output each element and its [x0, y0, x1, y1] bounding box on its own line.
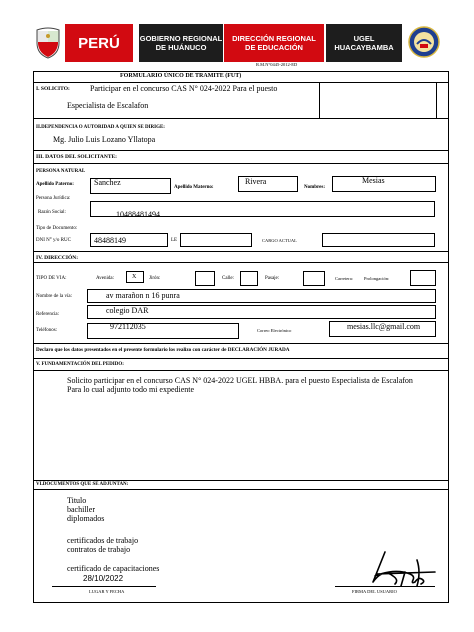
divider — [33, 489, 449, 490]
divider — [33, 358, 449, 359]
documento-item: bachiller — [67, 505, 95, 514]
cargo-actual-label: CARGO ACTUAL — [262, 238, 297, 243]
direccion-label: IV. DIRECCIÓN: — [36, 255, 79, 261]
tipo-documento-label: Tipo de Documento: — [36, 226, 78, 231]
avenida-label: Avenida: — [96, 276, 114, 281]
fundamentacion-line2[interactable]: Para lo cual adjunto todo mi expediente — [67, 385, 195, 394]
divider — [33, 343, 449, 344]
pasaje-label: Pasaje: — [265, 276, 280, 281]
fundamentacion-line1[interactable]: Solicito participar en el concurso CAS N° 024-2022 UGEL HBBA. para el puesto Especialista de Escalafon — [67, 376, 413, 385]
dependencia-value[interactable]: Mg. Julio Luis Lozano Yllatopa — [53, 135, 156, 144]
razon-social-value: 10488481494 — [116, 210, 160, 219]
dni-value: 48488149 — [94, 236, 126, 245]
peru-label: PERÚ — [65, 24, 133, 62]
documento-item — [67, 524, 159, 535]
correo-value: mesias.llc@gmail.com — [347, 322, 421, 331]
fecha-value[interactable]: 28/10/2022 — [83, 574, 124, 583]
nombres-label: Nombres: — [304, 185, 326, 190]
divider — [33, 251, 449, 252]
declaracion-jurada-text: Declaro que los datos presentados en el presente formulario los realizo con carácter de DECLARACIÓN JURADA — [36, 347, 290, 353]
nombre-via-label: Nombre de la vía: — [36, 294, 72, 299]
correo-label: Correo Electrónico — [257, 328, 292, 333]
divider — [33, 480, 449, 481]
apellido-paterno-label: Apellido Paterno: — [36, 182, 74, 187]
tipo-via-label: TIPO DE VIA: — [36, 276, 67, 281]
apellido-materno-value: Rivera — [245, 177, 267, 186]
le-field[interactable] — [180, 233, 252, 247]
razon-social-label: Razón Social: — [38, 210, 66, 215]
direccion-regional-label: DIRECCIÓN REGIONAL DE EDUCACIÓN — [224, 24, 324, 62]
divider — [319, 82, 320, 118]
lugar-fecha-label: LUGAR Y FECHA — [89, 589, 125, 594]
documentos-label: VI.DOCUMENTOS QUE SE ADJUNTAN: — [36, 482, 129, 487]
calle-checkbox[interactable] — [240, 271, 258, 286]
divider — [33, 370, 449, 371]
form-title: FORMULARIO ÚNICO DE TRAMITE (FUT) — [120, 73, 242, 79]
apellido-materno-label: Apellido Materno: — [174, 185, 214, 190]
calle-label: Calle: — [222, 276, 234, 281]
divider — [33, 262, 449, 263]
ugel-seal-icon — [408, 26, 440, 58]
dni-label: DNI N° y/o RUC — [36, 238, 71, 243]
dependencia-label: II.DEPENDENCIA O AUTORIDAD A QUIEN SE DIRIGE: — [36, 125, 165, 130]
divider — [33, 118, 449, 119]
divider — [33, 82, 449, 83]
firma-label: FIRMA DEL USUARIO — [352, 589, 397, 594]
divider — [436, 82, 437, 118]
peru-coat-of-arms-icon — [33, 27, 63, 59]
referencia-label: Referencia: — [36, 312, 60, 317]
gobierno-regional-label: GOBIERNO REGIONAL DE HUÁNUCO — [139, 24, 223, 62]
apellido-paterno-value: Sanchez — [94, 178, 121, 187]
referencia-value: colegio DAR — [106, 306, 149, 315]
prolongacion-label: Prolongación: — [364, 276, 390, 281]
cargo-actual-field[interactable] — [322, 233, 435, 247]
documento-item: Titulo — [67, 496, 87, 505]
fecha-line — [52, 586, 156, 587]
fundamentacion-label: V. FUNDAMENTACIÓN DEL PEDIDO: — [36, 362, 124, 367]
carretera-label: Carretera: — [335, 276, 353, 281]
pasaje-checkbox[interactable] — [303, 271, 325, 286]
prolongacion-checkbox[interactable] — [410, 270, 436, 286]
avenida-check-mark: X — [132, 274, 137, 280]
jiron-checkbox[interactable] — [195, 271, 215, 286]
jiron-label: Jirón: — [149, 276, 161, 281]
persona-juridica-label: Persona Jurídica: — [36, 196, 71, 201]
solicito-value-line1[interactable]: Participar en el concurso CAS N° 024-2022 Para el puesto — [90, 84, 278, 93]
documento-item: contratos de trabajo — [67, 545, 131, 554]
solicito-value-line2[interactable]: Especialista de Escalafon — [67, 101, 149, 110]
divider — [33, 163, 449, 164]
solicitante-label: III. DATOS DEL SOLICITANTE: — [36, 154, 117, 160]
documentos-list — [67, 495, 159, 574]
divider — [33, 150, 449, 151]
nombre-via-value: av marañon n 16 punra — [106, 291, 180, 300]
persona-natural-label: PERSONA NATURAL — [36, 169, 86, 174]
signature-image — [355, 546, 445, 588]
firma-line — [335, 586, 435, 587]
nombres-value: Mesias — [362, 176, 385, 185]
ugel-label: UGEL HUACAYBAMBA — [326, 24, 402, 62]
documento-item: certificados de trabajo — [67, 536, 139, 545]
resolution-reference: R.M.N°0445-2012-ED — [256, 62, 298, 67]
solicito-label: I. SOLICITO: — [36, 86, 70, 92]
telefonos-label: Teléfonos: — [36, 328, 58, 333]
le-label: LE — [171, 238, 178, 243]
documento-item: certificado de capacitaciones — [67, 564, 160, 573]
telefonos-value: 972112035 — [110, 322, 146, 331]
documento-item: diplomados — [67, 514, 105, 523]
